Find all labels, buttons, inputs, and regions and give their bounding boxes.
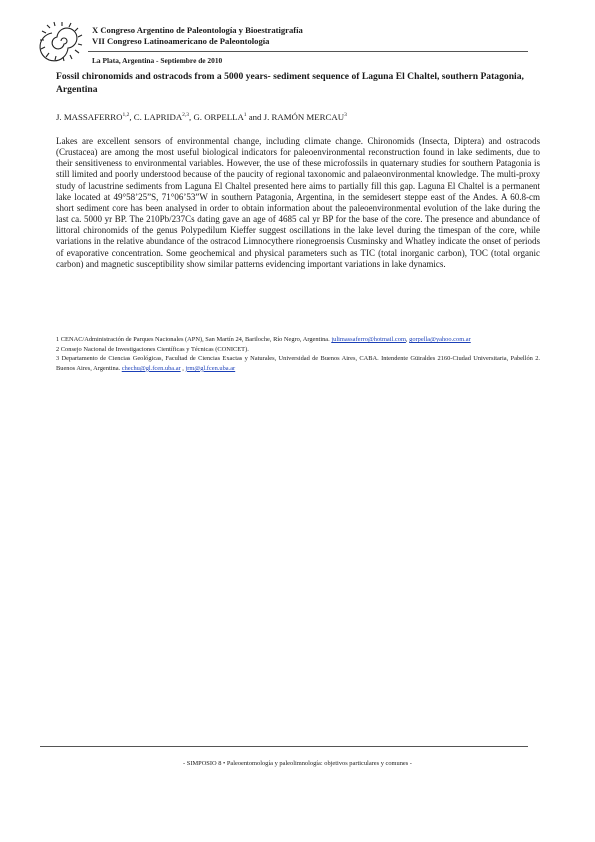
author: J. MASSAFERRO$^{1,2}$, xyxy=(56,112,134,122)
author-affiliation-mark: 3 xyxy=(344,112,347,119)
author-affiliation-mark: 1 xyxy=(243,112,247,119)
author-affiliation-mark: 2,3 xyxy=(182,112,190,119)
congress-line-1: X Congreso Argentino de Paleontología y Bioestratigrafía xyxy=(92,25,303,35)
place-date: La Plata, Argentina - Septiembre de 2010 xyxy=(92,56,223,65)
author: J. RAMÓN MERCAU$^3$ xyxy=(263,112,347,122)
congress-line-2: VII Congreso Latinoamericano de Paleontología xyxy=(92,36,270,46)
header-divider xyxy=(88,51,528,52)
author-affiliation-mark: 1,2 xyxy=(122,112,130,119)
footer-divider xyxy=(40,746,528,747)
affiliation-3: 3 Departamento de Ciencias Geológicas, Facultad de Ciencias Exactas y Naturales, Universidad de Buenos Aires, CABA. Intendente Güiraldes 2160-Ciudad Universitaria, Pabellón 2. Buenos Aires, Argentina. chechu@gl.fcen.uba.ar , jrm@gl.fcen.uba.ar xyxy=(56,355,540,372)
email-link[interactable]: jrm@gl.fcen.uba.ar xyxy=(185,364,236,372)
footer-symposium: - SIMPOSIO 8 • Paleoentomología y paleolimnología: objetivos particulares y comunes - xyxy=(183,760,412,767)
email-link[interactable]: julimassaferro@hotmail.com xyxy=(331,336,406,343)
email-link[interactable]: chechu@gl.fcen.uba.ar xyxy=(121,364,181,372)
author: G. ORPELLA$^1$ and xyxy=(193,112,264,122)
abstract-body: Lakes are excellent sensors of environmental change, including climate change. Chironomids (Insecta, Diptera) and ostracods (Crustacea) are among the most useful biological indicators for paleoenvironmental reconstruction found in lake sediments, due to their sensitiveness to environmental variables. However, the use of these microfossils in quaternary studies for southern Patagonia is still limited and poorly understood because of the paucity of regional taxonomic and palaeonvironmental knowledge. The multi-proxy study of lacustrine sediments from Laguna El Chaltel presented here aims to partially fill this gap. Laguna El Chaltel is a permanent lake located at 49°58’25”S, 71°06’53”W in southern Patagonia, Argentina, in the semidesert steppe east of the Andes. A 60.8-cm short sediment core has been analysed in order to obtain information about the paleoenvironmental evolution of the lake during the last ca. 5000 yr BP. The 210Pb/237Cs dating gave an age of 4685 cal yr BP for the base of the core. The presence and abundance of littoral chironomids of the genus Polypedilum Kieffer suggest oscillations in the lake level during the timespan of the core, while variations in the relative abundance of the ostracod Limnocythere rionegroensis Cusminsky and Whatley indicate the onset of periods of evaporative concentration. Some geochemical and physical parameters such as TIC (total inorganic carbon), TOC (total organic carbon) and magnetic susceptibility show similar patterns evidencing important variations in lake dynamics. xyxy=(56,136,540,269)
ammonite-shell-icon xyxy=(36,20,86,62)
author: C. LAPRIDA$^{2,3}$, xyxy=(133,112,194,122)
affiliation-1: 1 CENAC/Administración de Parques Nacionales (APN), San Martín 24, Bariloche, Río Negro, Argentina. julimassaferro@hotmail.com, gorpella@yahoo.com.ar xyxy=(56,336,471,343)
paper-title: Fossil chironomids and ostracods from a 5000 years- sediment sequence of Laguna El Chaltel, southern Patagonia, Argentina xyxy=(56,71,524,95)
author-list xyxy=(56,112,540,122)
email-link[interactable]: gorpella@yahoo.com.ar xyxy=(409,336,471,343)
congress-heading xyxy=(92,25,303,47)
affiliation-2: 2 Consejo Nacional de Investigaciones Científicas y Técnicas (CONICET). xyxy=(56,345,249,353)
affiliations xyxy=(56,335,540,373)
